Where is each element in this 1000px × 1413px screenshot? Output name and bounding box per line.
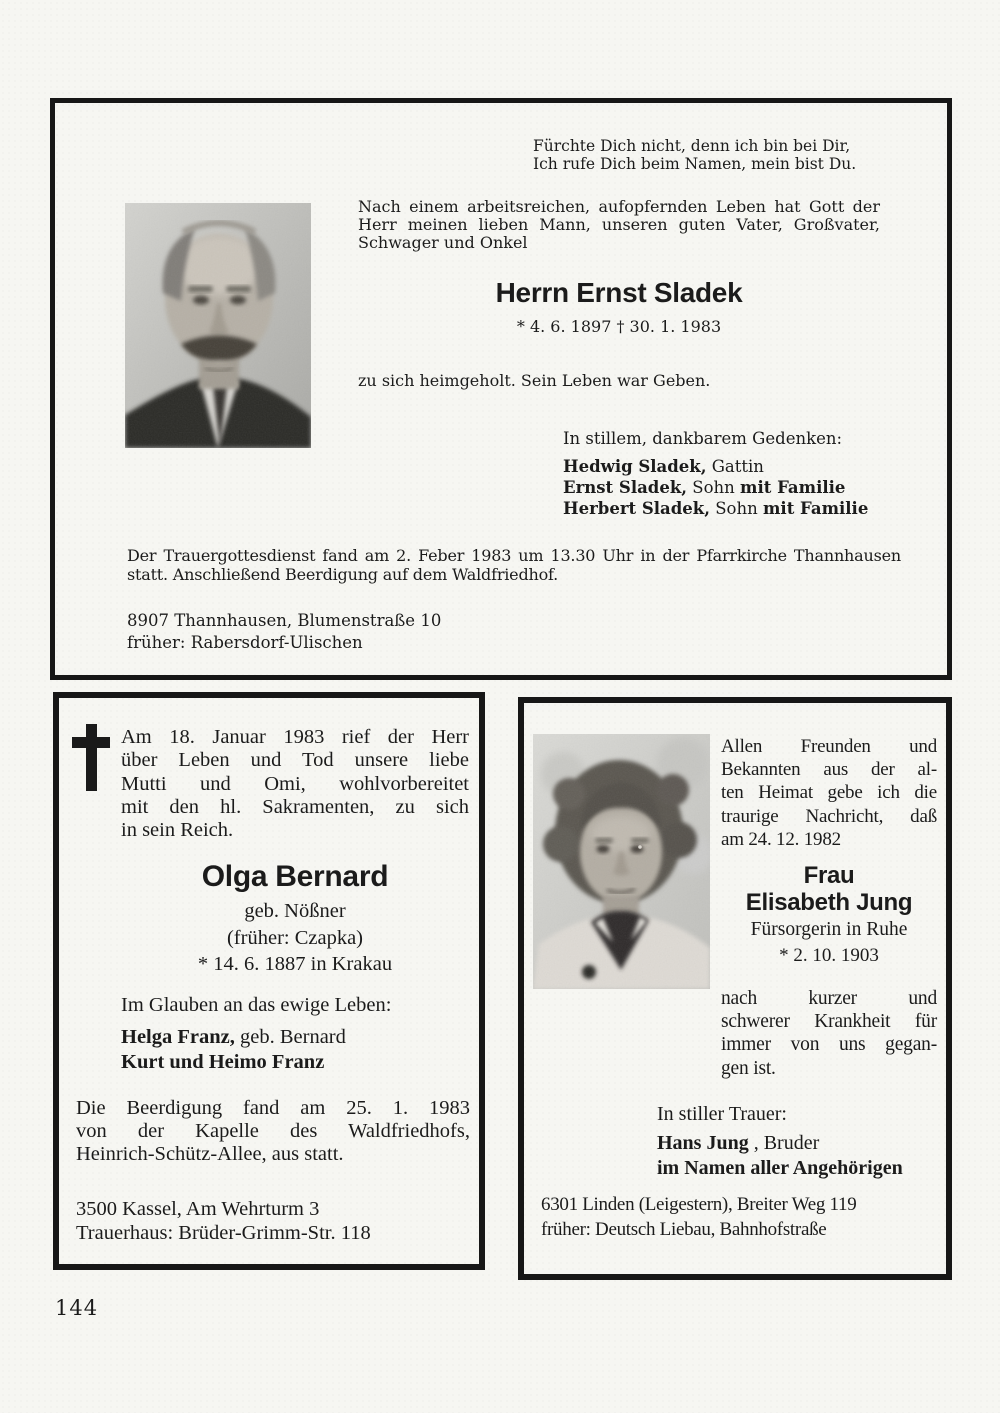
mourner-line: Ernst Sladek, Sohn mit Familie bbox=[563, 478, 846, 497]
maiden-name: geb. Nößner bbox=[244, 900, 346, 922]
remembrance-block bbox=[563, 428, 868, 519]
address-line: 6301 Linden (Leigestern), Breiter Weg 119 bbox=[541, 1194, 857, 1215]
death-paragraph bbox=[721, 987, 937, 1080]
address-line: früher: Rabersdorf-Ulischen bbox=[127, 632, 363, 652]
obituary-notice-ernst-sladek bbox=[50, 98, 952, 680]
mourners-block bbox=[121, 1025, 346, 1074]
intro-line: Schwager und Onkel bbox=[358, 233, 528, 253]
closing-line: zu sich heimgeholt. Sein Leben war Geben. bbox=[358, 371, 711, 390]
intro-paragraph bbox=[721, 735, 937, 851]
cross-icon bbox=[72, 724, 110, 791]
intro-paragraph bbox=[358, 198, 880, 253]
deceased-name: Herrn Ernst Sladek bbox=[495, 277, 743, 308]
life-dates: * 4. 6. 1897 † 30. 1. 1983 bbox=[516, 317, 722, 336]
service-paragraph bbox=[127, 546, 901, 584]
intro-line: in sein Reich. bbox=[121, 819, 234, 842]
mourner-line: Hedwig Sladek, Gattin bbox=[563, 457, 764, 476]
burial-paragraph bbox=[76, 1097, 470, 1166]
intro-paragraph bbox=[121, 726, 469, 842]
death-line: schwerer Krankheit für bbox=[721, 1011, 937, 1033]
birth-line: * 2. 10. 1903 bbox=[779, 945, 879, 966]
portrait-photo-elisabeth-jung bbox=[533, 734, 710, 989]
address-line: früher: Deutsch Liebau, Bahnhofstraße bbox=[541, 1218, 827, 1240]
name-full: Elisabeth Jung bbox=[745, 888, 913, 916]
page-number: 144 bbox=[55, 1296, 99, 1320]
name-title: Frau bbox=[803, 862, 855, 889]
scripture-quote bbox=[533, 138, 856, 173]
mourners-block bbox=[657, 1131, 903, 1180]
death-line: immer von uns gegan- bbox=[721, 1034, 937, 1056]
deceased-name: Olga Bernard bbox=[201, 860, 389, 893]
service-line: Der Trauergottesdienst fand am 2. Feber 1983 um 13.30 Uhr in der Pfarrkirche Thannhausen bbox=[127, 546, 901, 565]
faith-line: Im Glauben an das ewige Leben: bbox=[121, 994, 392, 1016]
remembrance-heading: In stillem, dankbarem Gedenken: bbox=[563, 429, 843, 448]
quote-line: Fürchte Dich nicht, denn ich bin bei Dir, bbox=[533, 137, 851, 155]
intro-line: Allen Freunden und bbox=[721, 736, 937, 757]
obituary-notice-olga-bernard bbox=[53, 692, 485, 1270]
intro-line: Am 18. Januar 1983 rief der Herr bbox=[121, 726, 469, 748]
name-details bbox=[121, 898, 469, 978]
intro-line: Mutti und Omi, wohlvorbereitet bbox=[121, 772, 469, 795]
former-name: (früher: Czapka) bbox=[226, 926, 364, 949]
grief-heading: In stiller Trauer: bbox=[657, 1103, 787, 1125]
burial-line: von der Kapelle des Waldfriedhofs, bbox=[76, 1120, 470, 1142]
profession-line: Fürsorgerin in Ruhe bbox=[750, 919, 908, 940]
intro-line: Nach einem arbeitsreichen, aufopfernden Leben hat Gott der bbox=[358, 197, 880, 216]
portrait-photo-ernst-sladek bbox=[125, 203, 311, 448]
intro-line: mit den hl. Sakramenten, zu sich bbox=[121, 795, 469, 818]
address-block bbox=[76, 1198, 371, 1245]
intro-line: am 24. 12. 1982 bbox=[721, 828, 841, 850]
mourner-line: Helga Franz, geb. Bernard bbox=[121, 1026, 346, 1048]
death-line: gen ist. bbox=[721, 1057, 776, 1079]
deceased-name bbox=[721, 863, 937, 916]
burial-line: Heinrich-Schütz-Allee, aus statt. bbox=[76, 1143, 344, 1165]
address-line: Trauerhaus: Brüder-Grimm-Str. 118 bbox=[76, 1221, 371, 1244]
mourner-line: im Namen aller Angehörigen bbox=[657, 1156, 903, 1179]
intro-line: Herr meinen lieben Mann, unseren guten Vater, Großvater, bbox=[358, 215, 880, 235]
mourner-line: Kurt und Heimo Franz bbox=[121, 1050, 325, 1073]
address-line: 3500 Kassel, Am Wehrturm 3 bbox=[76, 1198, 320, 1220]
address-line: 8907 Thannhausen, Blumenstraße 10 bbox=[127, 611, 442, 630]
address-block bbox=[127, 610, 441, 653]
mourner-line: Herbert Sladek, Sohn mit Familie bbox=[563, 499, 869, 518]
intro-line: traurige Nachricht, daß bbox=[721, 805, 937, 827]
intro-line: Bekannten aus der al- bbox=[721, 759, 937, 781]
address-block bbox=[541, 1193, 856, 1242]
birth-line: * 14. 6. 1887 in Krakau bbox=[197, 953, 393, 975]
burial-line: Die Beerdigung fand am 25. 1. 1983 bbox=[76, 1097, 470, 1119]
intro-line: über Leben und Tod unsere liebe bbox=[121, 749, 469, 772]
quote-line: Ich rufe Dich beim Namen, mein bist Du. bbox=[533, 154, 857, 173]
mourner-line: Hans Jung , Bruder bbox=[657, 1132, 820, 1154]
intro-line: ten Heimat gebe ich die bbox=[721, 782, 937, 804]
service-line: statt. Anschließend Beerdigung auf dem Waldfriedhof. bbox=[127, 565, 559, 584]
obituary-notice-elisabeth-jung bbox=[518, 697, 952, 1280]
death-line: nach kurzer und bbox=[721, 988, 937, 1009]
